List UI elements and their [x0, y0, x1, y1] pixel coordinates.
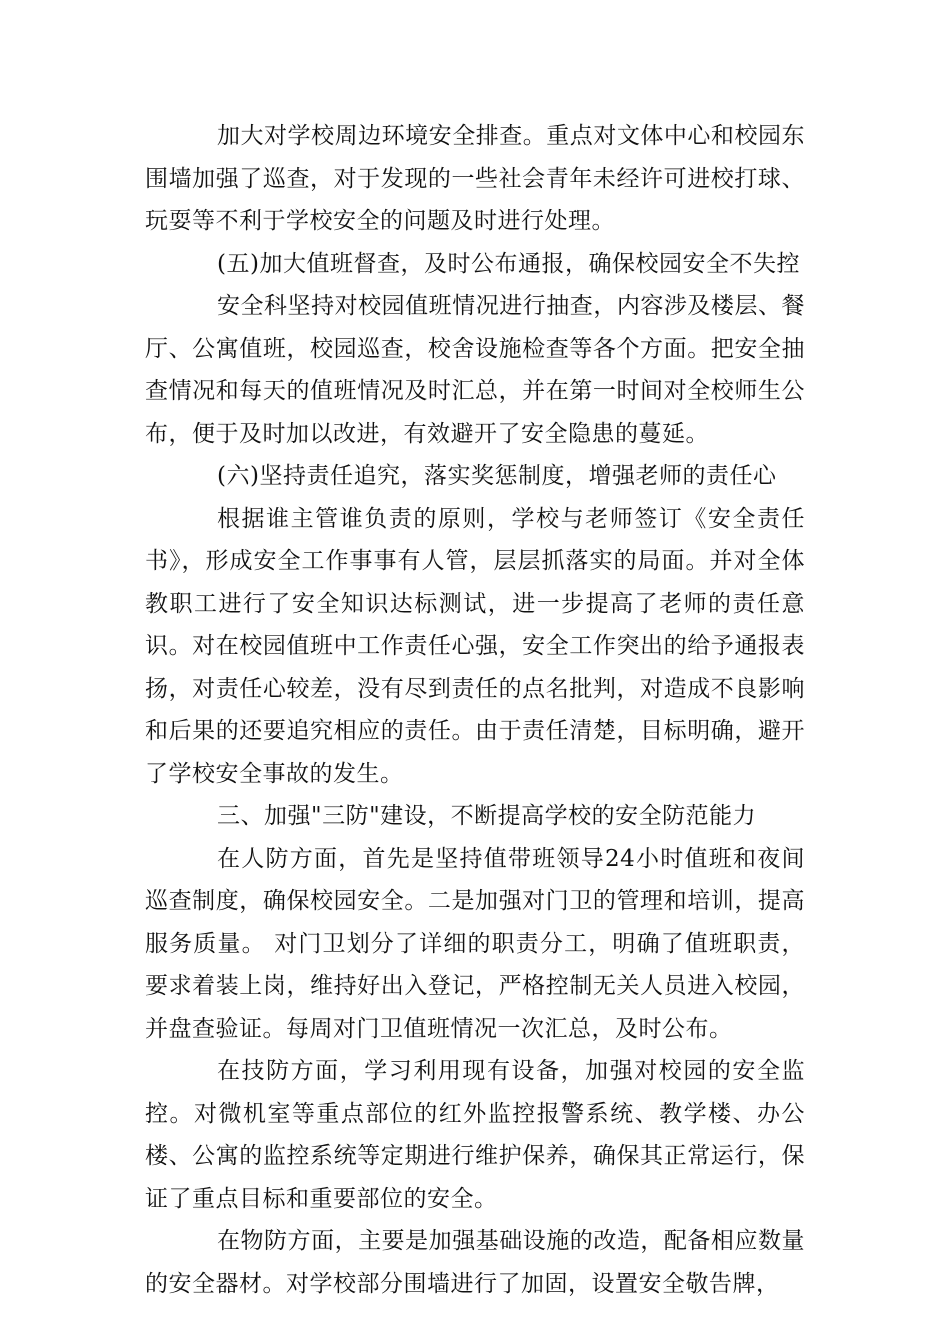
paragraph-physical-defense: 在物防方面，主要是加强基础设施的改造，配备相应数量的安全器材。对学校部分围墙进行了加固，设置安全敬告牌， — [145, 1228, 805, 1297]
paragraph-duty-inspection: 安全科坚持对校园值班情况进行抽查，内容涉及楼层、餐厅、公寓值班，校园巡查，校舍设施检查等各个方面。把安全抽查情况和每天的值班情况及时汇总，并在第一时间对全校师生公布，便于及时加以改进，有效避开了安全隐患的蔓延。 — [145, 293, 805, 447]
paragraph-responsibility: 根据谁主管谁负责的原则，学校与老师签订《安全责任书》，形成安全工作事事有人管，层层抓落实的局面。并对全体教职工进行了安全知识达标测试，进一步提高了老师的责任意识。对在校园值班中工作责任心强，安全工作突出的给予通报表扬，对责任心较差，没有尽到责任的点名批判，对造成不良影响和后果的还要追究相应的责任。由于责任清楚，目标明确，避开了学校安全事故的发生。 — [145, 505, 805, 787]
document-body — [145, 115, 805, 1305]
section-heading-5: (五)加大值班督查，及时公布通报，确保校园安全不失控 — [217, 250, 800, 277]
section-heading-6: (六)坚持责任追究，落实奖惩制度，增强老师的责任心 — [217, 463, 777, 489]
section-heading-three-defenses: 三、加强"三防"建设，不断提高学校的安全防范能力 — [217, 803, 757, 829]
paragraph-campus-surroundings: 加大对学校周边环境安全排查。重点对文体中心和校园东围墙加强了巡查，对于发现的一些社会青年未经许可进校打球、玩耍等不利于学校安全的问题及时进行处理。 — [145, 123, 805, 234]
paragraph-human-defense: 在人防方面，首先是坚持值带班领导24小时值班和夜间巡查制度，确保校园安全。二是加强对门卫的管理和培训，提高服务质量。 对门卫划分了详细的职责分工，明确了值班职责，要求着装上岗，维持好出入登记，严格控制无关人员进入校园，并盘查验证。每周对门卫值班情况一次汇总，及时公布。 — [145, 845, 805, 1042]
paragraph-technical-defense: 在技防方面，学习利用现有设备，加强对校园的安全监控。对微机室等重点部位的红外监控报警系统、教学楼、办公楼、公寓的监控系统等定期进行维护保养，确保其正常运行，保证了重点目标和重要部位的安全。 — [145, 1058, 805, 1212]
